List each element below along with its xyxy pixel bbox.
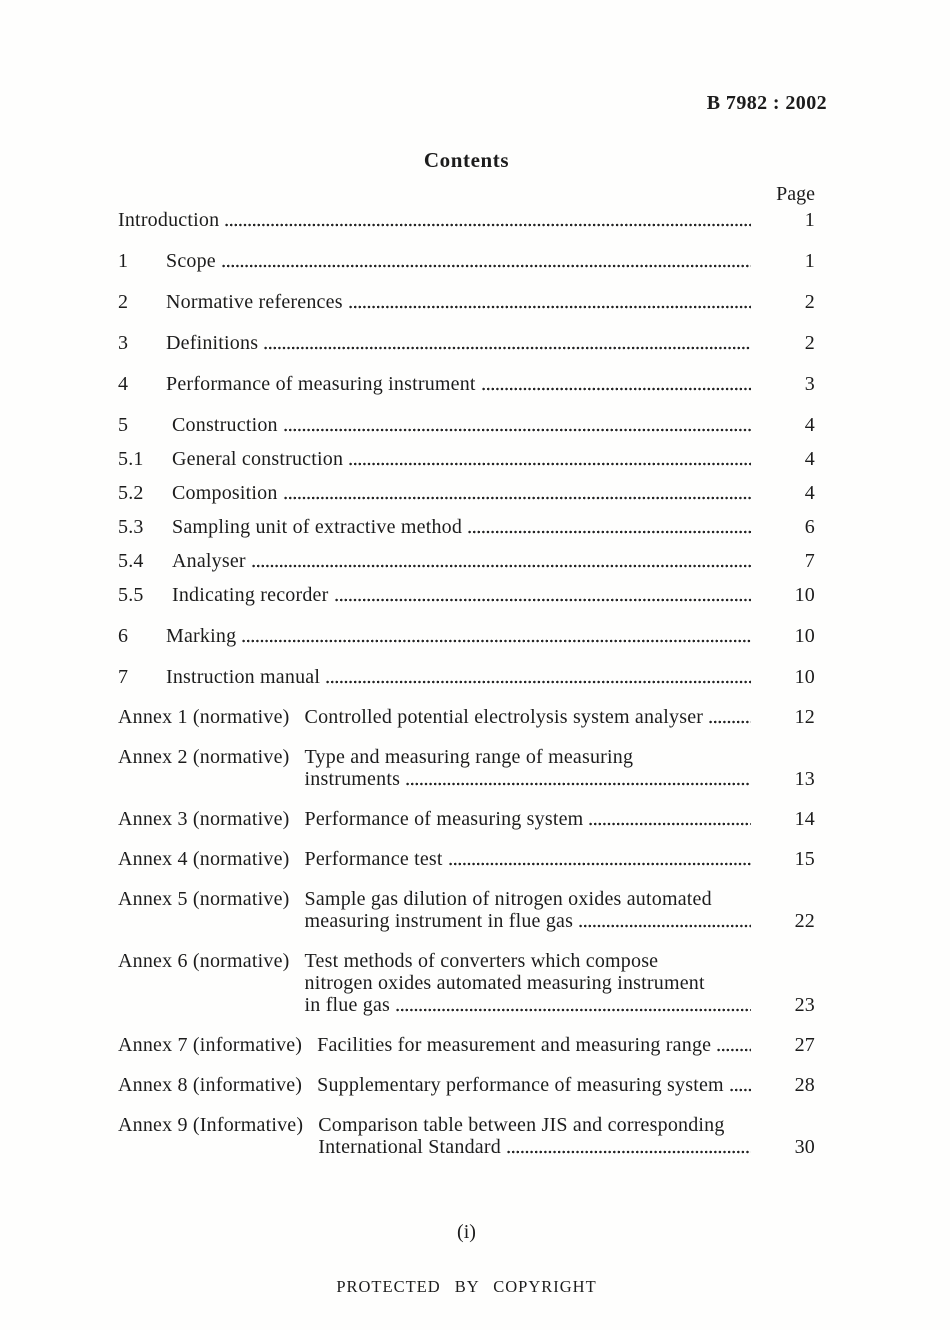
dot-leader xyxy=(242,639,751,643)
dot-leader xyxy=(222,264,751,268)
annex-label: Annex 2 (normative) xyxy=(118,746,290,768)
toc-entry-page: 4 xyxy=(804,414,815,436)
dot-leader xyxy=(396,1008,751,1012)
toc-entry-title: Construction xyxy=(172,414,278,436)
toc-entry-number: 3 xyxy=(118,332,129,354)
annex-description xyxy=(318,1114,771,1158)
annex-page: 15 xyxy=(794,848,815,870)
annex-desc-line: Comparison table between JIS and corresponding xyxy=(318,1114,725,1136)
toc-entry-title: Analyser xyxy=(172,550,246,572)
annex-page: 13 xyxy=(794,768,815,790)
toc-entry xyxy=(118,550,815,572)
annex-page: 30 xyxy=(794,1136,815,1158)
annex-label: Annex 6 (normative) xyxy=(118,950,290,972)
dot-leader xyxy=(349,462,751,466)
dot-leader xyxy=(730,1088,751,1092)
toc-entry-title: Indicating recorder xyxy=(172,584,329,606)
toc-entry-page: 7 xyxy=(804,550,815,572)
annex-entry xyxy=(118,746,815,790)
dot-leader xyxy=(284,428,751,432)
toc-entry-number: 1 xyxy=(118,250,129,272)
annex-description xyxy=(317,1034,771,1056)
annex-desc-last-line: Performance test xyxy=(304,848,443,870)
dot-leader xyxy=(335,598,752,602)
toc-entry-title: Composition xyxy=(172,482,278,504)
dot-leader xyxy=(252,564,751,568)
toc-entry-number: 6 xyxy=(118,625,129,647)
dot-leader xyxy=(717,1048,751,1052)
page-indicator: (i) xyxy=(457,1221,476,1243)
toc-entry-page: 1 xyxy=(804,250,815,272)
annex-desc-last-line: Controlled potential electrolysis system analyser xyxy=(304,706,704,728)
annex-page: 28 xyxy=(794,1074,815,1096)
toc-entry-number: 5.4 xyxy=(118,550,144,572)
dot-leader xyxy=(579,924,751,928)
toc-entry xyxy=(118,291,815,313)
toc-entry-title: Introduction xyxy=(118,209,220,231)
toc-entry-page: 4 xyxy=(804,482,815,504)
annex-entry xyxy=(118,888,815,932)
toc-entry xyxy=(118,516,815,538)
annex-description xyxy=(305,848,771,870)
toc-entry-number: 5.2 xyxy=(118,482,144,504)
annex-desc-line: Sample gas dilution of nitrogen oxides automated xyxy=(304,888,712,910)
annex-desc-line: Type and measuring range of measuring xyxy=(304,746,634,768)
toc-entry xyxy=(118,666,815,688)
toc-entry-page: 3 xyxy=(804,373,815,395)
annex-desc-last-line: International Standard xyxy=(318,1136,501,1158)
annex-label: Annex 5 (normative) xyxy=(118,888,290,910)
toc-entry xyxy=(118,373,815,395)
annex-page: 23 xyxy=(794,994,815,1016)
toc-entry xyxy=(118,625,815,647)
annex-page: 27 xyxy=(794,1034,815,1056)
annex-label: Annex 1 (normative) xyxy=(118,706,290,728)
annex-description xyxy=(305,746,771,790)
toc-entry-page: 4 xyxy=(804,448,815,470)
annex-desc-last-line: Supplementary performance of measuring system xyxy=(317,1074,724,1096)
annex-entry xyxy=(118,1034,815,1056)
annex-label: Annex 7 (informative) xyxy=(118,1034,303,1056)
dot-leader xyxy=(225,223,751,227)
toc-entry-number: 4 xyxy=(118,373,129,395)
toc-entry-number: 5 xyxy=(118,414,129,436)
toc-entry-number: 5.5 xyxy=(118,584,144,606)
annex-page: 12 xyxy=(794,706,815,728)
dot-leader xyxy=(468,530,751,534)
annex-entry xyxy=(118,1114,815,1158)
annex-page: 14 xyxy=(794,808,815,830)
toc-entry-page: 2 xyxy=(804,291,815,313)
annex-description xyxy=(305,808,771,830)
toc-entry-page: 1 xyxy=(804,209,815,231)
toc-entry xyxy=(118,250,815,272)
toc-entry-title: Marking xyxy=(166,625,237,647)
doc-number: B 7982 : 2002 xyxy=(706,92,827,114)
annex-entry xyxy=(118,848,815,870)
annex-description xyxy=(305,888,771,932)
dot-leader xyxy=(709,720,751,724)
annex-desc-last-line: Performance of measuring system xyxy=(304,808,584,830)
page-column-label: Page xyxy=(776,183,815,205)
toc-entry-number: 2 xyxy=(118,291,129,313)
dot-leader xyxy=(482,387,751,391)
toc-entry-page: 10 xyxy=(794,666,815,688)
annex-desc-last-line: measuring instrument in flue gas xyxy=(304,910,574,932)
annex-entry xyxy=(118,808,815,830)
toc-entry-title: Sampling unit of extractive method xyxy=(172,516,463,538)
toc-entry-number: 5.1 xyxy=(118,448,144,470)
dot-leader xyxy=(264,346,751,350)
toc-entry-title: Scope xyxy=(166,250,216,272)
toc-entry-title: Definitions xyxy=(166,332,259,354)
dot-leader xyxy=(507,1150,751,1154)
contents-title: Contents xyxy=(423,148,510,172)
annex-desc-line: Test methods of converters which compose xyxy=(304,950,659,972)
toc-entry-number: 7 xyxy=(118,666,129,688)
annex-page: 22 xyxy=(794,910,815,932)
toc-entry-page: 2 xyxy=(804,332,815,354)
annex-description xyxy=(317,1074,771,1096)
annex-entry xyxy=(118,950,815,1016)
annex-desc-last-line: instruments xyxy=(304,768,401,790)
toc-entry-title: Instruction manual xyxy=(166,666,321,688)
annex-description xyxy=(305,706,771,728)
toc-entry-title: Normative references xyxy=(166,291,343,313)
table-of-contents xyxy=(118,209,815,1158)
toc-entry-page: 6 xyxy=(804,516,815,538)
dot-leader xyxy=(449,862,751,866)
toc-entry xyxy=(118,332,815,354)
annex-entry xyxy=(118,1074,815,1096)
toc-entry xyxy=(118,584,815,606)
dot-leader xyxy=(589,822,751,826)
annex-desc-last-line: Facilities for measurement and measuring range xyxy=(317,1034,712,1056)
toc-entry-title: Performance of measuring instrument xyxy=(166,373,476,395)
toc-entry xyxy=(118,414,815,436)
dot-leader xyxy=(349,305,751,309)
toc-entry-title: General construction xyxy=(172,448,344,470)
dot-leader xyxy=(284,496,751,500)
annex-desc-line: nitrogen oxides automated measuring instrument xyxy=(304,972,705,994)
toc-entry xyxy=(118,209,815,231)
dot-leader xyxy=(406,782,751,786)
annex-entry xyxy=(118,706,815,728)
copyright-notice: PROTECTED BY COPYRIGHT xyxy=(336,1277,597,1296)
annex-label: Annex 4 (normative) xyxy=(118,848,290,870)
annex-label: Annex 9 (Informative) xyxy=(118,1114,304,1136)
toc-entry-page: 10 xyxy=(794,584,815,606)
annex-desc-last-line: in flue gas xyxy=(304,994,391,1016)
annex-label: Annex 3 (normative) xyxy=(118,808,290,830)
toc-entry-number: 5.3 xyxy=(118,516,144,538)
toc-entry xyxy=(118,448,815,470)
toc-entry xyxy=(118,482,815,504)
dot-leader xyxy=(326,680,751,684)
annex-label: Annex 8 (informative) xyxy=(118,1074,303,1096)
annex-description xyxy=(305,950,771,1016)
toc-entry-page: 10 xyxy=(794,625,815,647)
